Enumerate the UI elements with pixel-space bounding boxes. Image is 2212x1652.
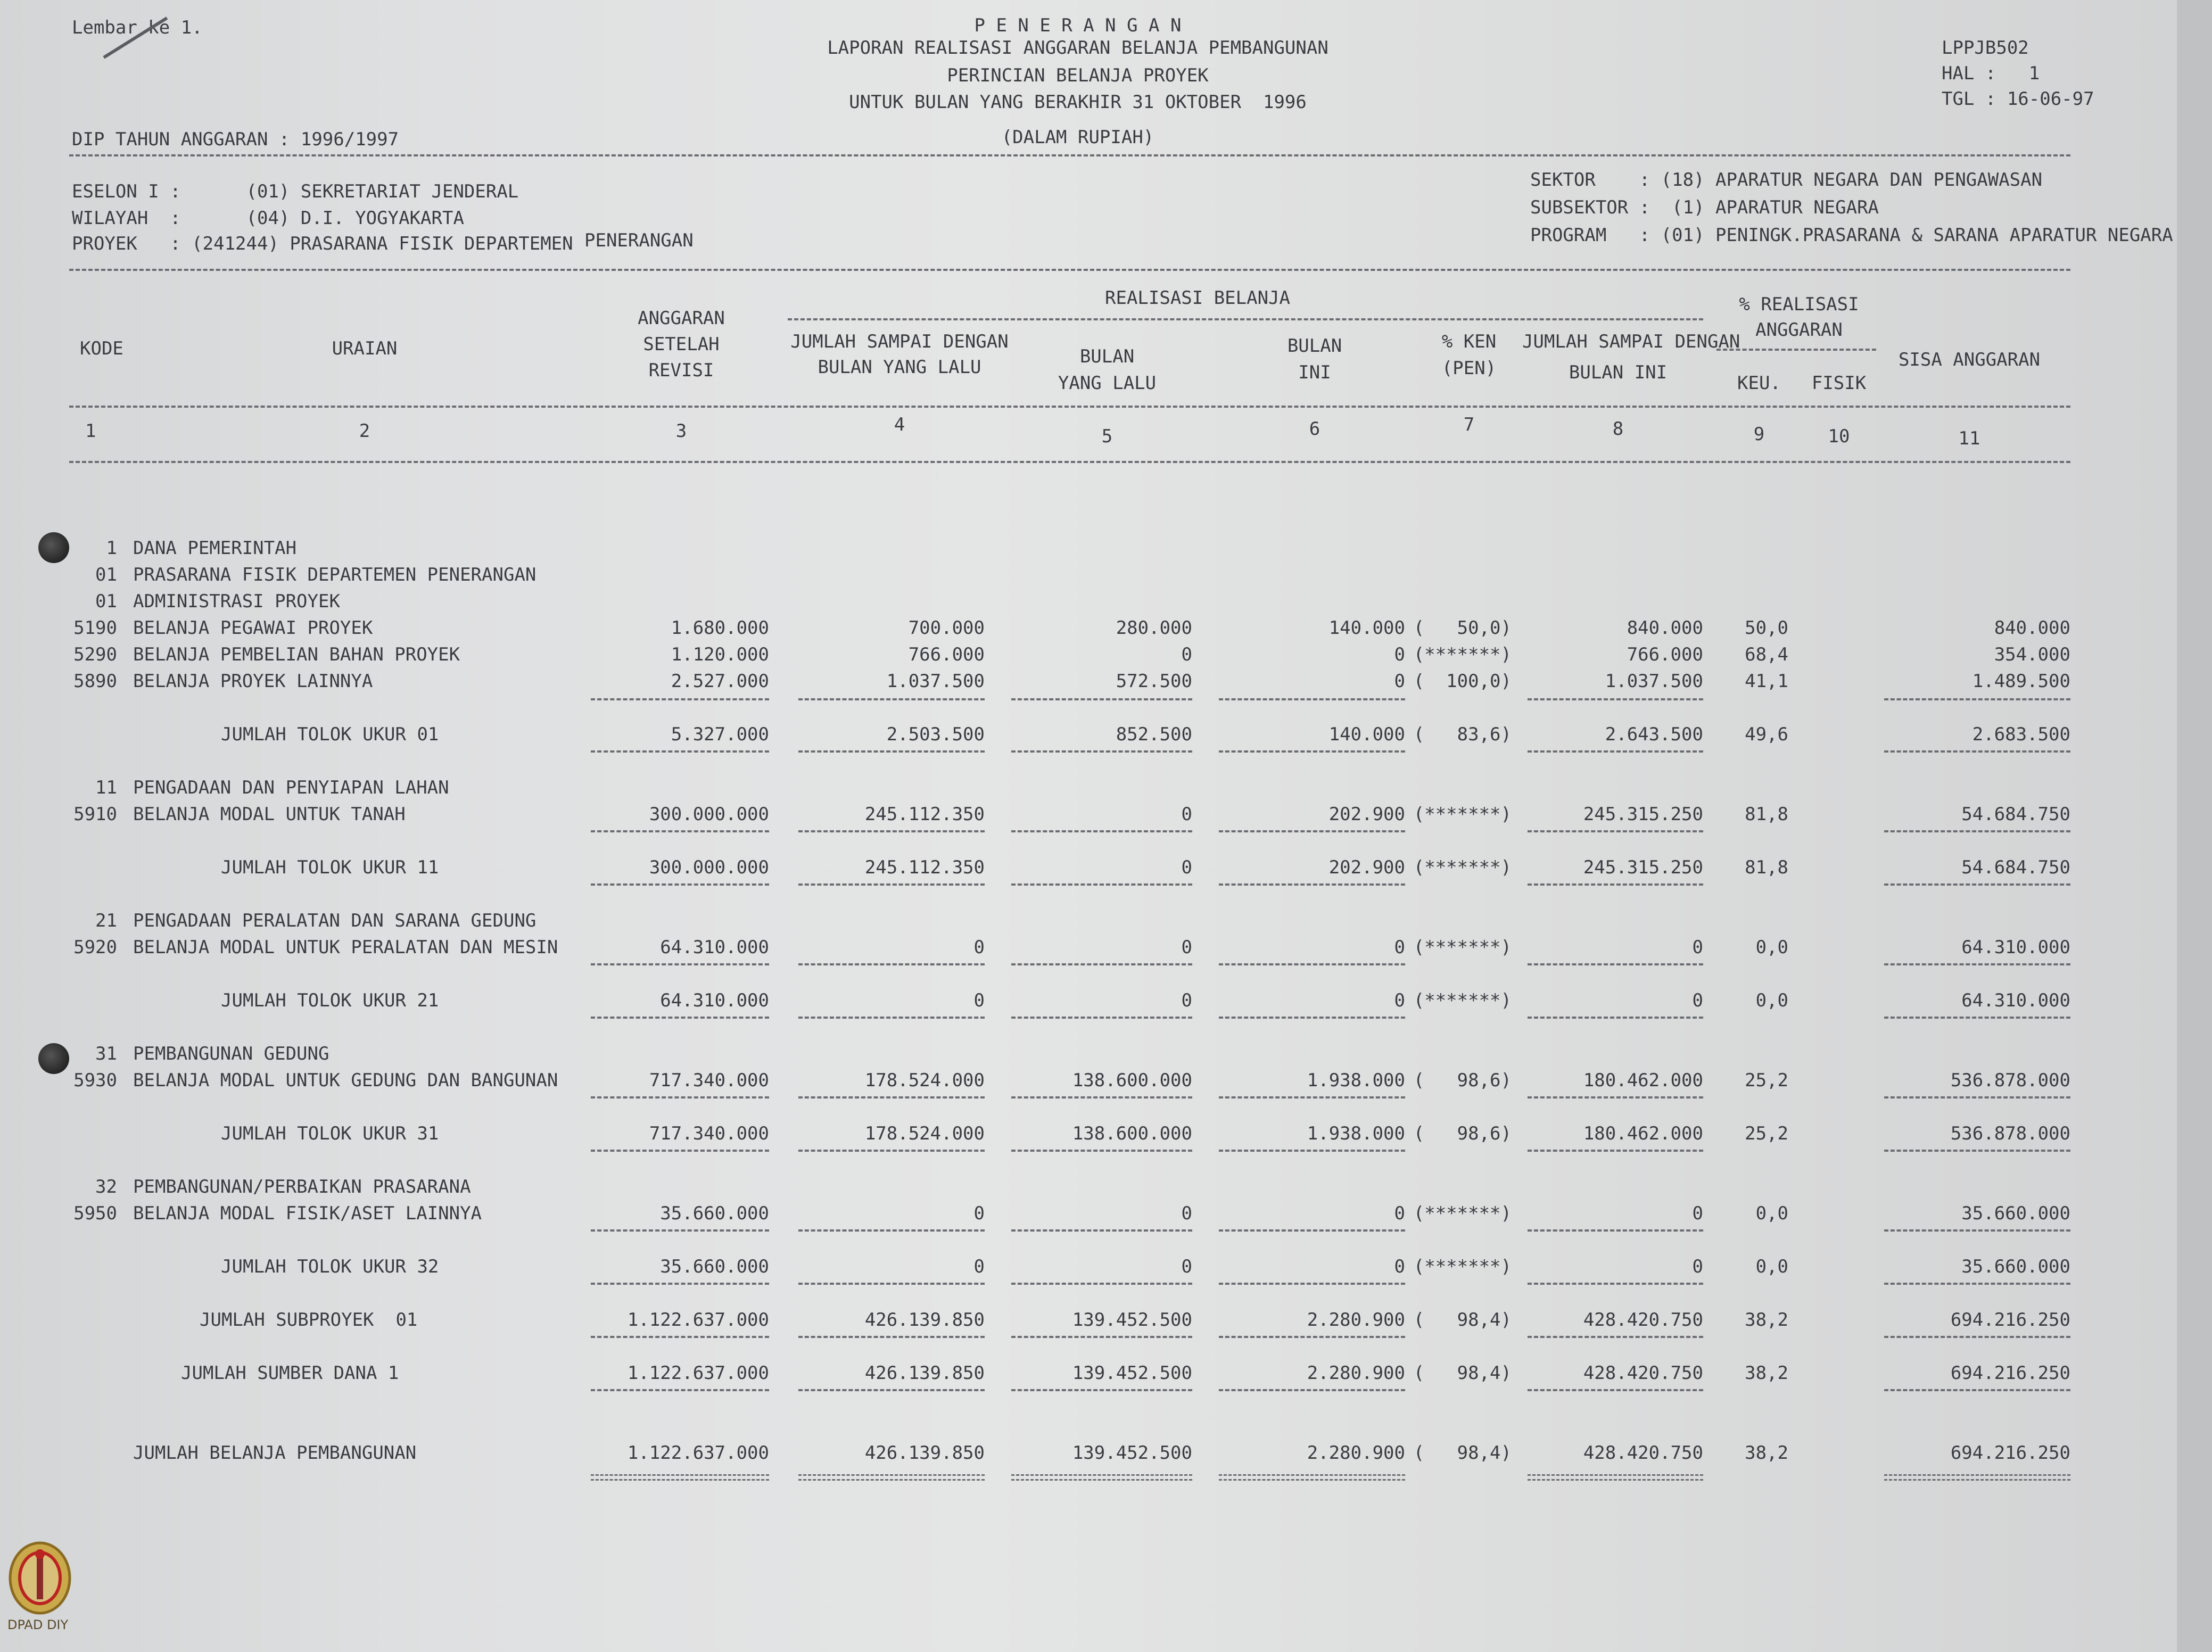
row-cell-c4: 178.524.000 [864, 1123, 985, 1144]
subtotal-rule [1011, 1017, 1192, 1019]
subtotal-rule [1884, 1229, 2070, 1232]
subtotal-rule [1011, 883, 1192, 886]
row-kode: 32 [95, 1176, 117, 1197]
subtotal-rule [1884, 1389, 2070, 1391]
row-kode: 5950 [73, 1203, 117, 1224]
row-cell-c9: 81,8 [1745, 804, 1788, 825]
subtotal-rule [1011, 698, 1192, 700]
row-cell-c5: 0 [1181, 857, 1192, 878]
row-cell-c9: 0,0 [1755, 1203, 1788, 1224]
col-fisik-header: FISIK [1811, 373, 1867, 394]
row-cell-c9: 38,2 [1745, 1442, 1788, 1464]
row-cell-c8: 766.000 [1627, 644, 1703, 665]
col-bulan-ini-header-1: BULAN [1287, 335, 1342, 357]
grand-total-rule [1219, 1474, 1405, 1481]
proyek-info: PROYEK : (241244) PRASARANA FISIK DEPARTEMEN [72, 233, 573, 254]
wilayah-info: WILAYAH : (04) D.I. YOGYAKARTA [72, 208, 464, 229]
subtotal-rule [1884, 698, 2070, 700]
row-cell-c5: 139.452.500 [1072, 1362, 1192, 1384]
row-cell-c6: 1.938.000 [1307, 1070, 1405, 1091]
row-cell-c3: 35.660.000 [660, 1256, 769, 1277]
report-title-line-1: P E N E R A N G A N [974, 15, 1182, 36]
col-anggaran-header-1: ANGGARAN [638, 308, 725, 329]
subtotal-rule [1219, 1229, 1405, 1232]
row-cell-c9: 0,0 [1755, 937, 1788, 958]
row-cell-c6: 0 [1394, 644, 1405, 665]
grand-total-rule [1011, 1474, 1192, 1481]
row-cell-c9: 50,0 [1745, 617, 1788, 639]
subtotal-rule [1884, 750, 2070, 753]
row-uraian: PRASARANA FISIK DEPARTEMEN PENERANGAN [133, 564, 537, 585]
subtotal-rule [1528, 1336, 1703, 1338]
row-cell-c3: 5.327.000 [671, 724, 769, 745]
row-cell-c6: 0 [1394, 990, 1405, 1011]
row-cell-c5: 0 [1181, 1203, 1192, 1224]
subtotal-rule [591, 1150, 769, 1152]
row-cell-c4: 0 [973, 1203, 985, 1224]
row-cell-c8: 180.462.000 [1583, 1070, 1703, 1091]
dpad-seal-icon [5, 1538, 75, 1618]
row-cell-c11: 694.216.250 [1950, 1442, 2070, 1464]
row-kode: 5190 [73, 617, 117, 639]
row-cell-c6: 0 [1394, 1203, 1405, 1224]
subtotal-rule [1884, 1096, 2070, 1098]
divider [69, 461, 2070, 463]
row-cell-c5: 0 [1181, 644, 1192, 665]
row-cell-c8: 428.420.750 [1583, 1309, 1703, 1331]
row-kode: 5890 [73, 671, 117, 692]
subtotal-rule [798, 1096, 985, 1098]
row-cell-c11: 35.660.000 [1961, 1203, 2070, 1224]
row-cell-c11: 694.216.250 [1950, 1362, 2070, 1384]
row-uraian: BELANJA MODAL UNTUK TANAH [133, 804, 406, 825]
subtotal-rule [798, 1336, 985, 1338]
row-cell-c11: 1.489.500 [1972, 671, 2070, 692]
row-uraian: JUMLAH TOLOK UKUR 01 [221, 724, 439, 745]
divider [69, 154, 2070, 156]
col-sisa-header: SISA ANGGARAN [1898, 349, 2041, 370]
col-kode-header: KODE [80, 338, 123, 359]
subtotal-rule [1884, 963, 2070, 965]
col-number: 6 [1309, 418, 1320, 440]
row-kode: 11 [95, 777, 117, 798]
subtotal-rule [798, 1017, 985, 1019]
subtotal-rule [1219, 883, 1405, 886]
row-cell-c8: 0 [1692, 990, 1703, 1011]
row-cell-c11: 536.878.000 [1950, 1070, 2070, 1091]
report-title-line-3: PERINCIAN BELANJA PROYEK [947, 65, 1209, 86]
row-uraian: BELANJA MODAL UNTUK GEDUNG DAN BANGUNAN [133, 1070, 558, 1091]
subtotal-rule [591, 698, 769, 700]
row-cell-c8: 428.420.750 [1583, 1362, 1703, 1384]
row-cell-c3: 717.340.000 [649, 1123, 769, 1144]
subsektor-info: SUBSEKTOR : (1) APARATUR NEGARA [1530, 197, 1879, 218]
row-uraian: BELANJA MODAL UNTUK PERALATAN DAN MESIN [133, 937, 558, 958]
row-cell-c11: 54.684.750 [1961, 857, 2070, 878]
divider [69, 406, 2070, 408]
subtotal-rule [1011, 1283, 1192, 1285]
row-cell-c9: 49,6 [1745, 724, 1788, 745]
col-uraian-header: URAIAN [332, 338, 398, 359]
col-realisasi-header: REALISASI BELANJA [1105, 287, 1290, 309]
row-kode: 5930 [73, 1070, 117, 1091]
row-cell-c3: 1.122.637.000 [627, 1442, 769, 1464]
row-cell-c5: 138.600.000 [1072, 1070, 1192, 1091]
eselon-info: ESELON I : (01) SEKRETARIAT JENDERAL [72, 181, 519, 202]
row-uraian: BELANJA PEMBELIAN BAHAN PROYEK [133, 644, 460, 665]
col-realisasi-anggaran-header-1: % REALISASI [1739, 294, 1859, 315]
program-info: PROGRAM : (01) PENINGK.PRASARANA & SARANA APARATUR NEGARA [1530, 225, 2173, 246]
subtotal-rule [1528, 750, 1703, 753]
report-title-line-2: LAPORAN REALISASI ANGGARAN BELANJA PEMBANGUNAN [827, 37, 1328, 59]
row-cell-c7: ( 98,4) [1413, 1309, 1512, 1331]
col-number: 3 [675, 420, 687, 442]
row-cell-c8: 245.315.250 [1583, 857, 1703, 878]
row-cell-c9: 38,2 [1745, 1309, 1788, 1331]
row-cell-c3: 1.120.000 [671, 644, 769, 665]
row-cell-c7: (*******) [1413, 1203, 1512, 1224]
row-kode: 5920 [73, 937, 117, 958]
row-cell-c7: ( 50,0) [1413, 617, 1512, 639]
row-cell-c9: 25,2 [1745, 1070, 1788, 1091]
row-cell-c9: 81,8 [1745, 857, 1788, 878]
col-bulan-ini-header-2: INI [1298, 362, 1331, 383]
row-uraian: ADMINISTRASI PROYEK [133, 591, 340, 612]
row-uraian: JUMLAH TOLOK UKUR 31 [221, 1123, 439, 1144]
col-jumlah-lalu-header-2: BULAN YANG LALU [818, 357, 981, 378]
row-cell-c3: 64.310.000 [660, 937, 769, 958]
subtotal-rule [1884, 1336, 2070, 1338]
row-cell-c11: 694.216.250 [1950, 1309, 2070, 1331]
row-cell-c6: 2.280.900 [1307, 1362, 1405, 1384]
row-cell-c11: 64.310.000 [1961, 937, 2070, 958]
subtotal-rule [1011, 1229, 1192, 1232]
row-kode: 5290 [73, 644, 117, 665]
row-cell-c11: 536.878.000 [1950, 1123, 2070, 1144]
row-cell-c4: 178.524.000 [864, 1070, 985, 1091]
subtotal-rule [1528, 1150, 1703, 1152]
row-cell-c7: ( 98,6) [1413, 1123, 1512, 1144]
subtotal-rule [1219, 1017, 1405, 1019]
row-cell-c6: 202.900 [1328, 857, 1405, 878]
divider [69, 269, 2070, 271]
row-kode: 01 [95, 564, 117, 585]
row-cell-c5: 139.452.500 [1072, 1309, 1192, 1331]
page-number: HAL : 1 [1942, 63, 2040, 84]
subtotal-rule [1219, 1283, 1405, 1285]
row-cell-c8: 0 [1692, 1256, 1703, 1277]
row-cell-c9: 0,0 [1755, 990, 1788, 1011]
row-cell-c4: 700.000 [908, 617, 985, 639]
row-cell-c4: 245.112.350 [864, 804, 985, 825]
row-cell-c9: 68,4 [1745, 644, 1788, 665]
row-cell-c4: 766.000 [908, 644, 985, 665]
row-cell-c6: 0 [1394, 1256, 1405, 1277]
row-cell-c11: 64.310.000 [1961, 990, 2070, 1011]
row-cell-c5: 139.452.500 [1072, 1442, 1192, 1464]
row-cell-c3: 300.000.000 [649, 804, 769, 825]
subtotal-rule [798, 883, 985, 886]
subtotal-rule [1219, 963, 1405, 965]
row-uraian: BELANJA PEGAWAI PROYEK [133, 617, 373, 639]
subtotal-rule [1884, 1017, 2070, 1019]
row-kode: 5910 [73, 804, 117, 825]
page-edge [2177, 0, 2212, 1652]
subtotal-rule [1011, 1096, 1192, 1098]
col-number: 7 [1463, 414, 1475, 435]
row-cell-c7: ( 100,0) [1413, 671, 1512, 692]
row-uraian: BELANJA MODAL FISIK/ASET LAINNYA [133, 1203, 482, 1224]
row-cell-c8: 0 [1692, 937, 1703, 958]
subtotal-rule [591, 1017, 769, 1019]
row-cell-c4: 426.139.850 [864, 1362, 985, 1384]
row-kode: 31 [95, 1043, 117, 1064]
col-ken-header-1: % KEN [1441, 331, 1497, 352]
subtotal-rule [1011, 1336, 1192, 1338]
row-cell-c4: 1.037.500 [886, 671, 985, 692]
row-cell-c5: 852.500 [1116, 724, 1192, 745]
row-cell-c11: 35.660.000 [1961, 1256, 2070, 1277]
grand-total-rule [591, 1474, 769, 1481]
subtotal-rule [591, 750, 769, 753]
row-uraian: JUMLAH TOLOK UKUR 11 [221, 857, 439, 878]
col-number: 10 [1828, 426, 1850, 447]
row-cell-c7: (*******) [1413, 937, 1512, 958]
row-uraian: BELANJA PROYEK LAINNYA [133, 671, 373, 692]
col-number: 1 [85, 420, 96, 442]
row-cell-c5: 0 [1181, 937, 1192, 958]
row-cell-c3: 717.340.000 [649, 1070, 769, 1091]
subtotal-rule [591, 883, 769, 886]
row-cell-c7: (*******) [1413, 804, 1512, 825]
row-cell-c11: 354.000 [1994, 644, 2070, 665]
row-kode: 21 [95, 910, 117, 931]
row-cell-c9: 0,0 [1755, 1256, 1788, 1277]
col-keu-header: KEU. [1737, 373, 1781, 394]
row-cell-c4: 426.139.850 [864, 1442, 985, 1464]
print-date: TGL : 16-06-97 [1942, 88, 2094, 110]
row-cell-c4: 2.503.500 [886, 724, 985, 745]
subtotal-rule [1884, 1150, 2070, 1152]
report-code: LPPJB502 [1942, 37, 2029, 59]
subtotal-rule [1528, 698, 1703, 700]
row-cell-c7: (*******) [1413, 990, 1512, 1011]
row-cell-c11: 54.684.750 [1961, 804, 2070, 825]
row-cell-c6: 202.900 [1328, 804, 1405, 825]
row-cell-c7: ( 83,6) [1413, 724, 1512, 745]
subtotal-rule [1219, 1336, 1405, 1338]
row-cell-c5: 0 [1181, 804, 1192, 825]
col-anggaran-header-3: REVISI [648, 360, 714, 381]
row-cell-c11: 2.683.500 [1972, 724, 2070, 745]
row-cell-c8: 428.420.750 [1583, 1442, 1703, 1464]
subtotal-rule [1219, 830, 1405, 832]
report-title-line-5: (DALAM RUPIAH) [1001, 127, 1154, 148]
subtotal-rule [1011, 830, 1192, 832]
report-title-line-4: UNTUK BULAN YANG BERAKHIR 31 OKTOBER 1996 [849, 92, 1307, 113]
sektor-info: SEKTOR : (18) APARATUR NEGARA DAN PENGAWASAN [1530, 169, 2043, 191]
dip-year: DIP TAHUN ANGGARAN : 1996/1997 [72, 129, 399, 150]
col-ken-header-2: (PEN) [1441, 358, 1497, 379]
row-cell-c4: 0 [973, 937, 985, 958]
row-cell-c9: 38,2 [1745, 1362, 1788, 1384]
col-jumlah-lalu-header-1: JUMLAH SAMPAI DENGAN [790, 331, 1009, 352]
subtotal-rule [798, 963, 985, 965]
subtotal-rule [1011, 750, 1192, 753]
subtotal-rule [1219, 1096, 1405, 1098]
divider [788, 318, 1703, 320]
proyek-info-cont: PENERANGAN [584, 230, 694, 251]
row-cell-c5: 0 [1181, 1256, 1192, 1277]
subtotal-rule [1528, 1283, 1703, 1285]
row-cell-c7: ( 98,6) [1413, 1070, 1512, 1091]
subtotal-rule [798, 1150, 985, 1152]
subtotal-rule [591, 1229, 769, 1232]
row-uraian: PEMBANGUNAN/PERBAIKAN PRASARANA [133, 1176, 471, 1197]
row-cell-c3: 35.660.000 [660, 1203, 769, 1224]
col-anggaran-header-2: SETELAH [643, 334, 720, 355]
subtotal-rule [1219, 1150, 1405, 1152]
subtotal-rule [798, 698, 985, 700]
row-cell-c3: 1.122.637.000 [627, 1362, 769, 1384]
subtotal-rule [1528, 1017, 1703, 1019]
subtotal-rule [1011, 963, 1192, 965]
col-jumlah-ini-header-2: BULAN INI [1569, 362, 1668, 383]
row-kode: 1 [106, 538, 117, 559]
row-cell-c3: 1.680.000 [671, 617, 769, 639]
subtotal-rule [798, 1229, 985, 1232]
row-cell-c9: 41,1 [1745, 671, 1788, 692]
row-cell-c7: ( 98,4) [1413, 1362, 1512, 1384]
col-bulan-lalu-header-2: YANG LALU [1058, 373, 1157, 394]
subtotal-rule [1011, 1150, 1192, 1152]
subtotal-rule [591, 1096, 769, 1098]
col-realisasi-anggaran-header-2: ANGGARAN [1755, 319, 1843, 341]
subtotal-rule [591, 963, 769, 965]
seal-label: DPAD DIY [7, 1617, 69, 1632]
row-cell-c6: 0 [1394, 671, 1405, 692]
row-uraian: JUMLAH SUBPROYEK 01 [200, 1309, 418, 1331]
subtotal-rule [591, 1283, 769, 1285]
row-cell-c3: 2.527.000 [671, 671, 769, 692]
row-cell-c8: 1.037.500 [1605, 671, 1703, 692]
row-cell-c6: 140.000 [1328, 724, 1405, 745]
row-cell-c6: 2.280.900 [1307, 1442, 1405, 1464]
row-cell-c3: 300.000.000 [649, 857, 769, 878]
col-number: 11 [1958, 428, 1980, 449]
row-cell-c6: 2.280.900 [1307, 1309, 1405, 1331]
col-number: 9 [1753, 424, 1765, 445]
subtotal-rule [591, 1389, 769, 1391]
subtotal-rule [1884, 1283, 2070, 1285]
subtotal-rule [1884, 883, 2070, 886]
row-cell-c5: 280.000 [1116, 617, 1192, 639]
row-uraian: JUMLAH TOLOK UKUR 32 [221, 1256, 439, 1277]
subtotal-rule [1528, 830, 1703, 832]
grand-total-rule [798, 1474, 985, 1481]
row-cell-c4: 0 [973, 990, 985, 1011]
row-kode: 01 [95, 591, 117, 612]
row-cell-c6: 0 [1394, 937, 1405, 958]
grand-total-rule [1528, 1474, 1703, 1481]
row-cell-c11: 840.000 [1994, 617, 2070, 639]
row-cell-c3: 64.310.000 [660, 990, 769, 1011]
subtotal-rule [1011, 1389, 1192, 1391]
row-cell-c9: 25,2 [1745, 1123, 1788, 1144]
row-cell-c5: 572.500 [1116, 671, 1192, 692]
row-uraian: PEMBANGUNAN GEDUNG [133, 1043, 329, 1064]
divider [1716, 349, 1876, 351]
row-cell-c7: (*******) [1413, 1256, 1512, 1277]
subtotal-rule [798, 1283, 985, 1285]
col-number: 8 [1612, 418, 1624, 440]
row-cell-c6: 140.000 [1328, 617, 1405, 639]
row-uraian: JUMLAH BELANJA PEMBANGUNAN [133, 1442, 417, 1464]
subtotal-rule [591, 830, 769, 832]
row-cell-c4: 0 [973, 1256, 985, 1277]
row-cell-c8: 180.462.000 [1583, 1123, 1703, 1144]
subtotal-rule [1219, 698, 1405, 700]
subtotal-rule [1528, 1229, 1703, 1232]
row-uraian: PENGADAAN PERALATAN DAN SARANA GEDUNG [133, 910, 537, 931]
subtotal-rule [1219, 750, 1405, 753]
subtotal-rule [1219, 1389, 1405, 1391]
row-uraian: JUMLAH SUMBER DANA 1 [181, 1362, 399, 1384]
col-number: 4 [894, 414, 905, 435]
subtotal-rule [1884, 830, 2070, 832]
row-cell-c8: 0 [1692, 1203, 1703, 1224]
row-cell-c3: 1.122.637.000 [627, 1309, 769, 1331]
row-uraian: DANA PEMERINTAH [133, 538, 297, 559]
row-cell-c8: 245.315.250 [1583, 804, 1703, 825]
grand-total-rule [1884, 1474, 2070, 1481]
row-cell-c4: 426.139.850 [864, 1309, 985, 1331]
row-cell-c8: 840.000 [1627, 617, 1703, 639]
row-cell-c7: (*******) [1413, 857, 1512, 878]
row-cell-c7: (*******) [1413, 644, 1512, 665]
row-cell-c7: ( 98,4) [1413, 1442, 1512, 1464]
col-number: 2 [359, 420, 370, 442]
col-number: 5 [1101, 426, 1113, 447]
col-jumlah-ini-header-1: JUMLAH SAMPAI DENGAN [1522, 331, 1740, 352]
sheet-number: Lembar ke 1. [72, 17, 203, 38]
row-cell-c8: 2.643.500 [1605, 724, 1703, 745]
subtotal-rule [591, 1336, 769, 1338]
col-bulan-lalu-header-1: BULAN [1079, 346, 1135, 367]
row-cell-c5: 0 [1181, 990, 1192, 1011]
subtotal-rule [1528, 883, 1703, 886]
subtotal-rule [798, 750, 985, 753]
subtotal-rule [798, 830, 985, 832]
subtotal-rule [1528, 1096, 1703, 1098]
row-uraian: PENGADAAN DAN PENYIAPAN LAHAN [133, 777, 449, 798]
row-uraian: JUMLAH TOLOK UKUR 21 [221, 990, 439, 1011]
subtotal-rule [1528, 963, 1703, 965]
subtotal-rule [1528, 1389, 1703, 1391]
row-cell-c6: 1.938.000 [1307, 1123, 1405, 1144]
row-cell-c5: 138.600.000 [1072, 1123, 1192, 1144]
subtotal-rule [798, 1389, 985, 1391]
row-cell-c4: 245.112.350 [864, 857, 985, 878]
